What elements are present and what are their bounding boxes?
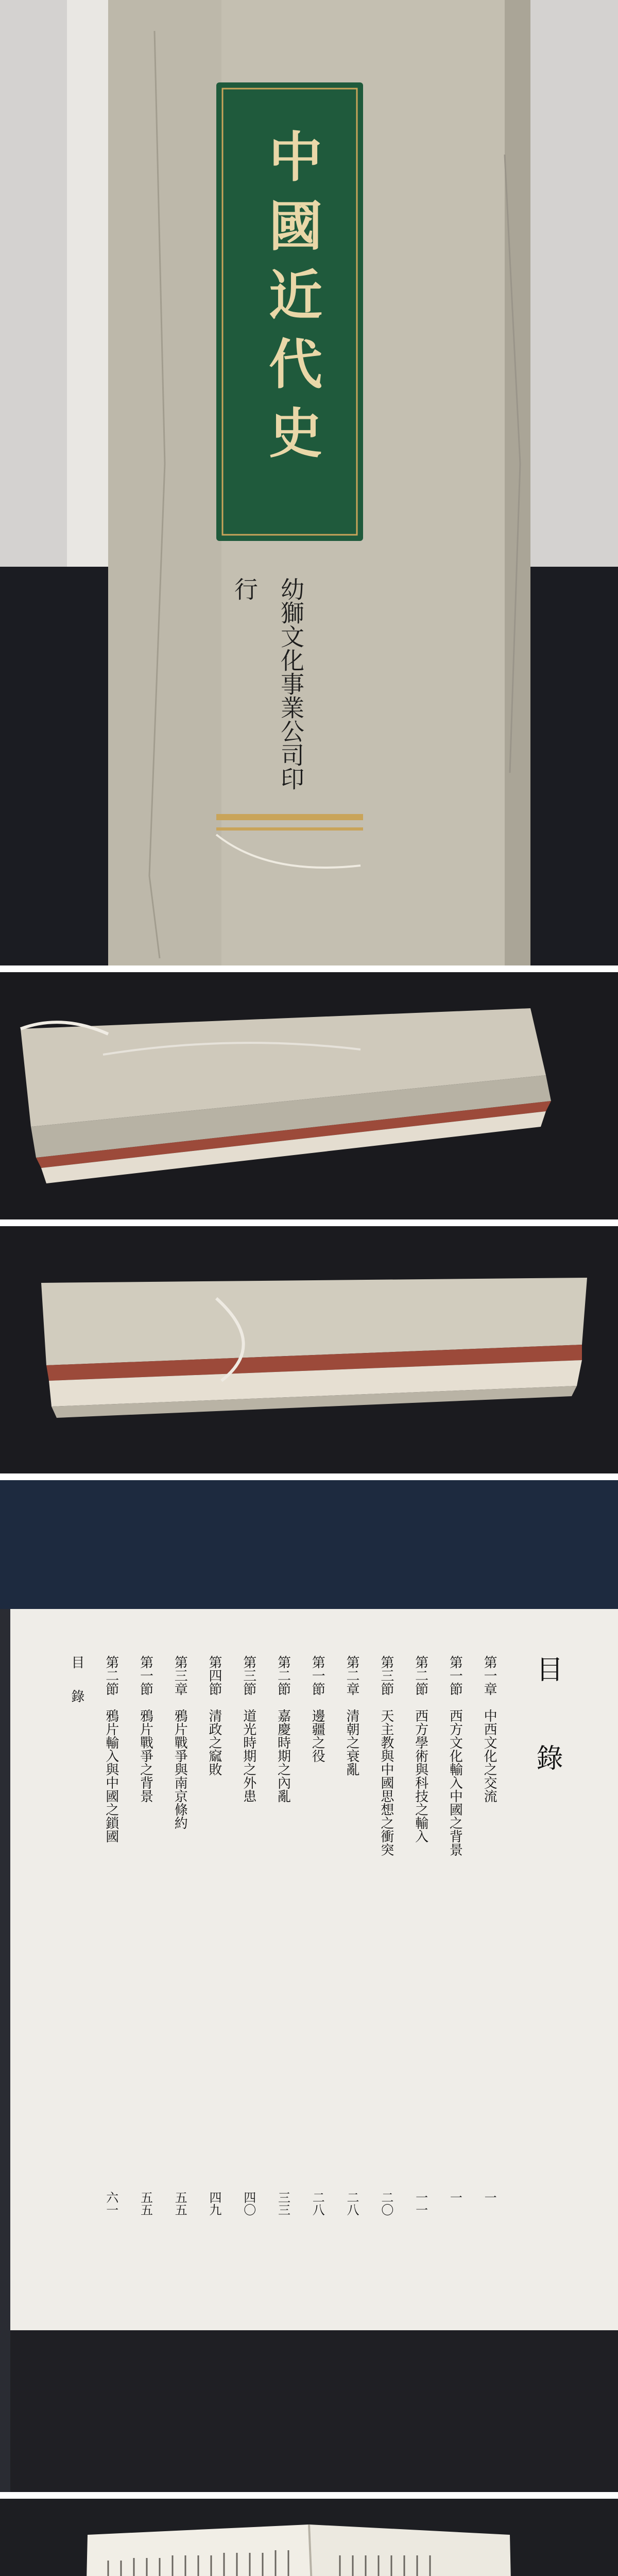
toc-entry [131, 1655, 161, 2315]
toc-entry [406, 1655, 436, 2315]
toc-entry-text: 第二節 嘉慶時期之內亂 [275, 1655, 291, 1803]
photo-bottom-edge [0, 1226, 618, 1473]
toc-entry-text: 第二章 清朝之衰亂 [344, 1655, 360, 1776]
toc-entry-text: 第三節 道光時期之外患 [241, 1655, 256, 1803]
photo-toc-page [0, 1480, 618, 2492]
photo-spine [0, 0, 618, 965]
toc-entry [96, 1655, 127, 2315]
toc-entry-text: 第四節 清政之窳敗 [206, 1655, 222, 1776]
toc-entry-page: 一一 [413, 2191, 428, 2216]
photo-open-book-1 [0, 2499, 618, 2576]
toc-entry-text: 第一節 邊疆之役 [310, 1655, 325, 1762]
toc-entry-text: 第一節 西方文化輸入中國之背景 [447, 1655, 463, 1856]
toc-entry-text: 第一節 鴉片戰爭之背景 [138, 1655, 153, 1803]
top-edge-photo-svg [0, 972, 618, 1219]
toc-entry [474, 1655, 505, 2315]
toc-entry-text: 第一章 中西文化之交流 [482, 1655, 497, 1803]
toc-entry-page: 二〇 [379, 2191, 393, 2216]
open-book-1-svg [0, 2499, 618, 2576]
toc-entry-page: 五五 [138, 2191, 153, 2216]
toc-entry-page: 四〇 [241, 2191, 256, 2216]
bottom-edge-photo-svg [0, 1226, 618, 1473]
toc-entry [165, 1655, 195, 2315]
toc-entry-page: 六一 [104, 2191, 118, 2216]
toc-entry-page: 一 [482, 2191, 497, 2204]
toc-entry-text: 第二節 鴉片輸入與中國之鎖國 [103, 1655, 119, 1843]
toc-entry [337, 1655, 367, 2315]
toc-heading: 目錄 [531, 1655, 562, 1833]
toc-entry-text: 第二節 西方學術與科技之輸入 [413, 1655, 428, 1843]
toc-entry [234, 1655, 264, 2315]
toc-entry-text: 第三節 天主教與中國思想之衝突 [378, 1655, 394, 1856]
toc-entry-page: 五五 [173, 2191, 187, 2216]
toc-entry [440, 1655, 470, 2315]
toc-footer-text: 目錄 [68, 1655, 84, 1723]
spine-publisher: 幼獅文化事業公司印行 [231, 577, 305, 790]
toc-entry-page: 二八 [345, 2191, 359, 2216]
toc-entry [268, 1655, 299, 2315]
toc-footer [62, 1655, 92, 2315]
toc-entry-text: 第三章 鴉片戰爭與南京條約 [172, 1655, 188, 1829]
spine-title: 中國近代史 [260, 129, 323, 474]
toc-entry-list [62, 1655, 505, 2315]
toc-entry [199, 1655, 230, 2315]
toc-entry-page: 四九 [207, 2191, 221, 2216]
toc-entry [371, 1655, 402, 2315]
toc-entry [302, 1655, 333, 2315]
toc-entry-page: 三三 [276, 2191, 290, 2216]
photo-top-edge [0, 972, 618, 1219]
toc-entry-page: 一 [448, 2191, 462, 2204]
toc-entry-page: 二八 [310, 2191, 325, 2216]
